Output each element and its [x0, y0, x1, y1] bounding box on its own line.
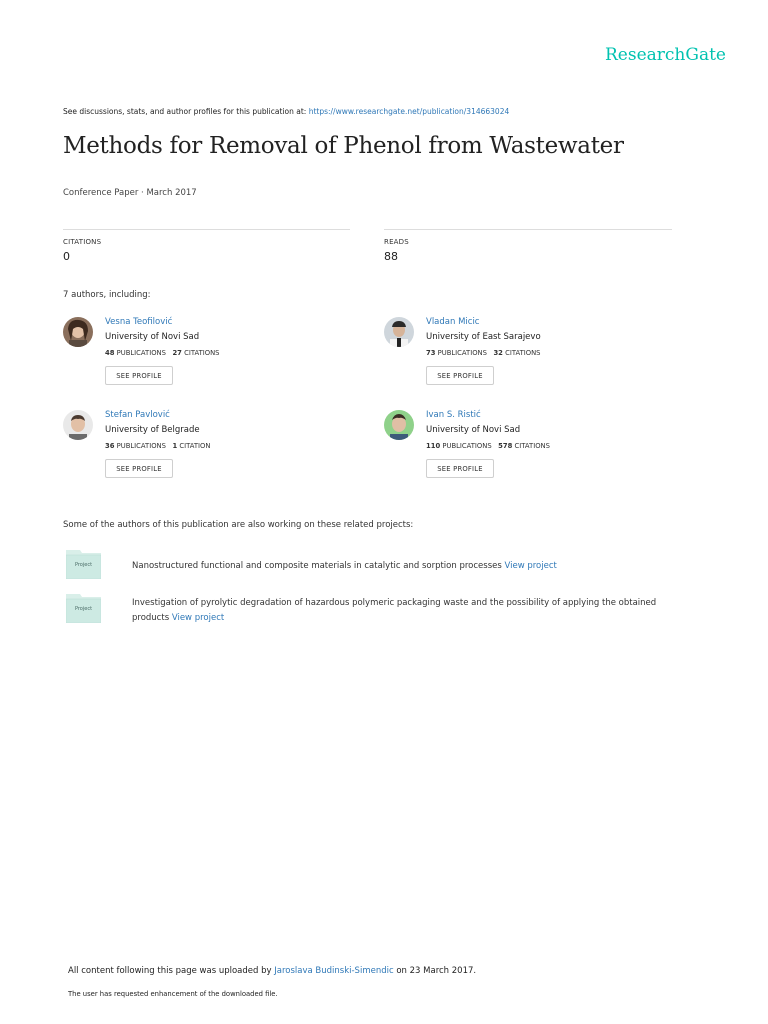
citations-label: CITATIONS [514, 442, 550, 450]
author-name-link[interactable]: Vladan Micic [426, 317, 480, 327]
author-card [384, 317, 684, 397]
discussion-notice [63, 107, 509, 116]
author-stats [426, 442, 550, 450]
avatar[interactable] [384, 317, 414, 347]
authors-heading: 7 authors, including: [63, 290, 151, 300]
author-card [63, 317, 363, 397]
view-project-link[interactable]: View project [171, 613, 225, 623]
citations-count: 0 [63, 250, 70, 263]
project-folder-icon [66, 594, 101, 623]
divider [384, 229, 672, 230]
uploader-link[interactable]: Jaroslava Budinski-Simendic [274, 966, 394, 976]
project-folder-icon [66, 550, 101, 579]
author-institution: University of Novi Sad [105, 332, 200, 342]
see-profile-button[interactable]: SEE PROFILE [426, 366, 494, 385]
author-name-link[interactable]: Vesna Teofilović [105, 317, 173, 327]
publications-label: PUBLICATIONS [442, 442, 492, 450]
citations-label: CITATION [179, 442, 211, 450]
reads-label: READS [384, 238, 409, 246]
see-profile-button[interactable]: SEE PROFILE [426, 459, 494, 478]
discussion-notice-text: See discussions, stats, and author profiles for this publication at: [63, 107, 309, 116]
upload-prefix: All content following this page was uploaded by [68, 966, 275, 976]
citation-count: 578 [498, 442, 513, 450]
publication-type-date: Conference Paper · March 2017 [63, 188, 197, 198]
author-card [63, 410, 363, 490]
project-description [132, 559, 672, 574]
view-project-link[interactable]: View project [504, 561, 557, 571]
author-stats [105, 442, 210, 450]
upload-notice [68, 966, 476, 976]
author-institution: University of Novi Sad [426, 425, 521, 435]
publications-label: PUBLICATIONS [437, 349, 487, 357]
author-stats [105, 349, 219, 357]
citation-count: 32 [493, 349, 503, 357]
avatar[interactable] [384, 410, 414, 440]
researchgate-logo[interactable]: ResearchGate [605, 45, 726, 65]
citations-label: CITATIONS [63, 238, 102, 246]
project-icon-label: Project [74, 562, 93, 568]
author-institution: University of Belgrade [105, 425, 200, 435]
reads-count: 88 [384, 250, 398, 263]
publication-count: 73 [426, 349, 436, 357]
publication-count: 110 [426, 442, 441, 450]
project-title: Investigation of pyrolytic degradation of hazardous polymeric packaging waste and the possibility of applying the obtained products [132, 598, 657, 623]
divider [63, 229, 350, 230]
citations-label: CITATIONS [505, 349, 541, 357]
project-description [132, 596, 682, 626]
see-profile-button[interactable]: SEE PROFILE [105, 459, 173, 478]
author-stats [426, 349, 540, 357]
citation-count: 27 [172, 349, 182, 357]
related-projects-heading: Some of the authors of this publication are also working on these related projects: [63, 520, 414, 530]
citation-count: 1 [172, 442, 178, 450]
publication-count: 36 [105, 442, 115, 450]
upload-date: on 23 March 2017. [393, 966, 477, 976]
author-name-link[interactable]: Stefan Pavlović [105, 410, 170, 420]
author-card [384, 410, 684, 490]
enhancement-notice: The user has requested enhancement of the downloaded file. [68, 990, 278, 998]
avatar[interactable] [63, 317, 93, 347]
publications-label: PUBLICATIONS [116, 442, 166, 450]
publication-url-link[interactable]: https://www.researchgate.net/publication/314663024 [308, 107, 510, 116]
see-profile-button[interactable]: SEE PROFILE [105, 366, 173, 385]
author-institution: University of East Sarajevo [426, 332, 541, 342]
avatar[interactable] [63, 410, 93, 440]
project-icon-label: Project [74, 606, 93, 612]
project-title: Nanostructured functional and composite materials in catalytic and sorption processes [132, 561, 505, 571]
author-name-link[interactable]: Ivan S. Ristić [426, 410, 481, 420]
citations-label: CITATIONS [184, 349, 220, 357]
publication-count: 48 [105, 349, 115, 357]
publications-label: PUBLICATIONS [116, 349, 166, 357]
publication-title: Methods for Removal of Phenol from Wastewater [63, 133, 624, 159]
